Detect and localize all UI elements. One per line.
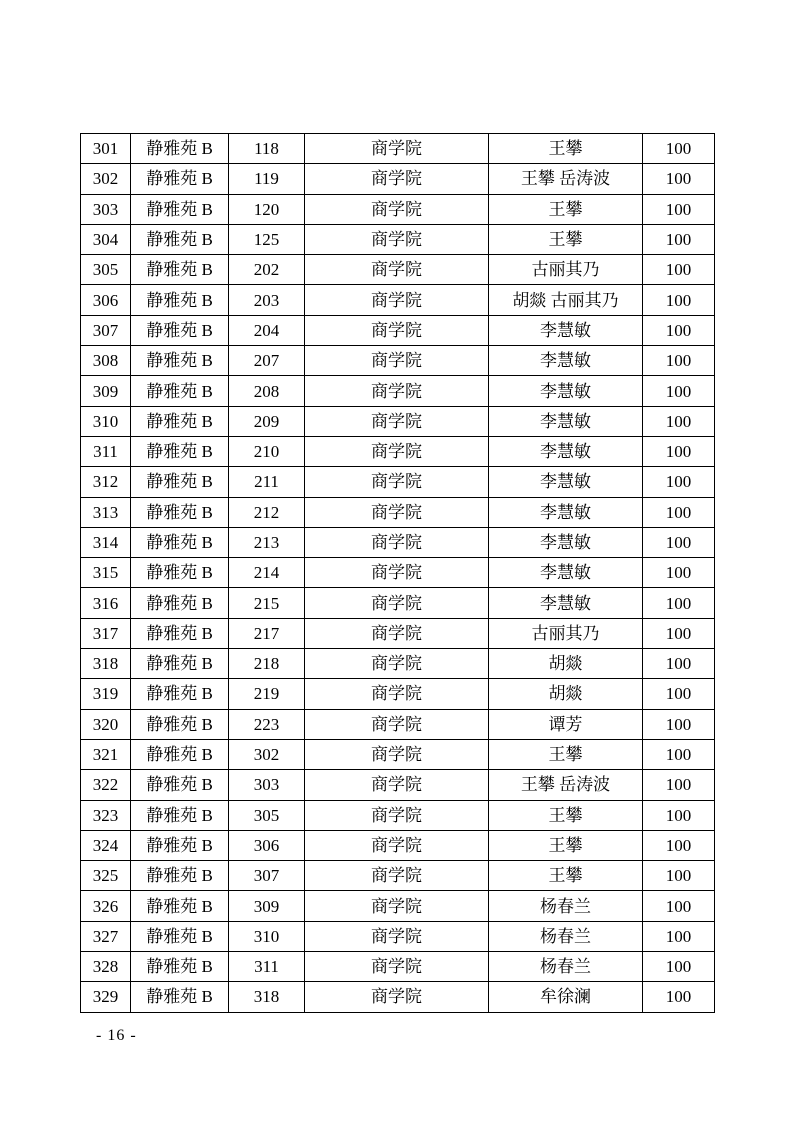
row-number-cell: 327 (81, 921, 131, 951)
college-cell: 商学院 (305, 800, 489, 830)
building-cell: 静雅苑 B (131, 164, 229, 194)
counselor-cell: 李慧敏 (489, 497, 643, 527)
score-cell: 100 (643, 709, 715, 739)
counselor-cell: 杨春兰 (489, 921, 643, 951)
room-cell: 203 (229, 285, 305, 315)
row-number-cell: 312 (81, 467, 131, 497)
room-cell: 303 (229, 770, 305, 800)
table-row (81, 921, 715, 951)
row-number-cell: 305 (81, 255, 131, 285)
college-cell: 商学院 (305, 134, 489, 164)
room-cell: 302 (229, 739, 305, 769)
college-cell: 商学院 (305, 497, 489, 527)
table-row (81, 558, 715, 588)
room-cell: 202 (229, 255, 305, 285)
counselor-cell: 王攀 (489, 800, 643, 830)
counselor-cell: 李慧敏 (489, 436, 643, 466)
counselor-cell: 杨春兰 (489, 952, 643, 982)
room-cell: 305 (229, 800, 305, 830)
college-cell: 商学院 (305, 315, 489, 345)
room-cell: 125 (229, 224, 305, 254)
college-cell: 商学院 (305, 649, 489, 679)
row-number-cell: 317 (81, 618, 131, 648)
room-cell: 307 (229, 861, 305, 891)
score-cell: 100 (643, 406, 715, 436)
room-cell: 311 (229, 952, 305, 982)
college-cell: 商学院 (305, 406, 489, 436)
counselor-cell: 王攀 (489, 830, 643, 860)
room-cell: 218 (229, 649, 305, 679)
counselor-cell: 胡燚 (489, 679, 643, 709)
row-number-cell: 320 (81, 709, 131, 739)
college-cell: 商学院 (305, 285, 489, 315)
room-cell: 318 (229, 982, 305, 1012)
college-cell: 商学院 (305, 224, 489, 254)
table-row (81, 649, 715, 679)
college-cell: 商学院 (305, 861, 489, 891)
score-cell: 100 (643, 134, 715, 164)
room-cell: 213 (229, 527, 305, 557)
score-cell: 100 (643, 739, 715, 769)
row-number-cell: 322 (81, 770, 131, 800)
score-cell: 100 (643, 952, 715, 982)
room-cell: 306 (229, 830, 305, 860)
score-cell: 100 (643, 618, 715, 648)
room-cell: 309 (229, 891, 305, 921)
table-row (81, 800, 715, 830)
college-cell: 商学院 (305, 436, 489, 466)
counselor-cell: 李慧敏 (489, 527, 643, 557)
row-number-cell: 324 (81, 830, 131, 860)
building-cell: 静雅苑 B (131, 770, 229, 800)
building-cell: 静雅苑 B (131, 709, 229, 739)
building-cell: 静雅苑 B (131, 830, 229, 860)
table-row (81, 406, 715, 436)
building-cell: 静雅苑 B (131, 436, 229, 466)
building-cell: 静雅苑 B (131, 346, 229, 376)
score-cell: 100 (643, 558, 715, 588)
college-cell: 商学院 (305, 921, 489, 951)
row-number-cell: 313 (81, 497, 131, 527)
building-cell: 静雅苑 B (131, 406, 229, 436)
room-cell: 214 (229, 558, 305, 588)
score-cell: 100 (643, 830, 715, 860)
counselor-cell: 李慧敏 (489, 376, 643, 406)
score-cell: 100 (643, 255, 715, 285)
score-cell: 100 (643, 891, 715, 921)
building-cell: 静雅苑 B (131, 194, 229, 224)
counselor-cell: 胡燚 古丽其乃 (489, 285, 643, 315)
table-row (81, 739, 715, 769)
college-cell: 商学院 (305, 891, 489, 921)
counselor-cell: 王攀 (489, 224, 643, 254)
building-cell: 静雅苑 B (131, 739, 229, 769)
counselor-cell: 胡燚 (489, 649, 643, 679)
table-row (81, 285, 715, 315)
table-row (81, 830, 715, 860)
counselor-cell: 王攀 岳涛波 (489, 164, 643, 194)
score-cell: 100 (643, 346, 715, 376)
score-cell: 100 (643, 164, 715, 194)
score-cell: 100 (643, 921, 715, 951)
table-row (81, 618, 715, 648)
building-cell: 静雅苑 B (131, 679, 229, 709)
score-cell: 100 (643, 376, 715, 406)
building-cell: 静雅苑 B (131, 134, 229, 164)
row-number-cell: 321 (81, 739, 131, 769)
row-number-cell: 318 (81, 649, 131, 679)
score-cell: 100 (643, 649, 715, 679)
row-number-cell: 315 (81, 558, 131, 588)
row-number-cell: 309 (81, 376, 131, 406)
college-cell: 商学院 (305, 194, 489, 224)
room-cell: 208 (229, 376, 305, 406)
room-cell: 219 (229, 679, 305, 709)
dormitory-score-table (80, 133, 715, 1013)
score-cell: 100 (643, 436, 715, 466)
college-cell: 商学院 (305, 558, 489, 588)
row-number-cell: 316 (81, 588, 131, 618)
table-row (81, 891, 715, 921)
table-row (81, 770, 715, 800)
building-cell: 静雅苑 B (131, 497, 229, 527)
college-cell: 商学院 (305, 739, 489, 769)
building-cell: 静雅苑 B (131, 982, 229, 1012)
score-cell: 100 (643, 770, 715, 800)
score-cell: 100 (643, 315, 715, 345)
table-row (81, 982, 715, 1012)
counselor-cell: 谭芳 (489, 709, 643, 739)
college-cell: 商学院 (305, 679, 489, 709)
room-cell: 209 (229, 406, 305, 436)
building-cell: 静雅苑 B (131, 861, 229, 891)
building-cell: 静雅苑 B (131, 800, 229, 830)
college-cell: 商学院 (305, 588, 489, 618)
college-cell: 商学院 (305, 982, 489, 1012)
counselor-cell: 王攀 (489, 134, 643, 164)
row-number-cell: 310 (81, 406, 131, 436)
building-cell: 静雅苑 B (131, 588, 229, 618)
score-cell: 100 (643, 982, 715, 1012)
room-cell: 118 (229, 134, 305, 164)
building-cell: 静雅苑 B (131, 891, 229, 921)
counselor-cell: 牟徐澜 (489, 982, 643, 1012)
building-cell: 静雅苑 B (131, 285, 229, 315)
college-cell: 商学院 (305, 467, 489, 497)
score-cell: 100 (643, 194, 715, 224)
college-cell: 商学院 (305, 164, 489, 194)
college-cell: 商学院 (305, 709, 489, 739)
table-row (81, 134, 715, 164)
table-row (81, 194, 715, 224)
counselor-cell: 杨春兰 (489, 891, 643, 921)
room-cell: 211 (229, 467, 305, 497)
college-cell: 商学院 (305, 618, 489, 648)
row-number-cell: 307 (81, 315, 131, 345)
counselor-cell: 李慧敏 (489, 558, 643, 588)
counselor-cell: 王攀 (489, 194, 643, 224)
room-cell: 217 (229, 618, 305, 648)
building-cell: 静雅苑 B (131, 921, 229, 951)
row-number-cell: 304 (81, 224, 131, 254)
college-cell: 商学院 (305, 346, 489, 376)
college-cell: 商学院 (305, 527, 489, 557)
building-cell: 静雅苑 B (131, 527, 229, 557)
room-cell: 215 (229, 588, 305, 618)
building-cell: 静雅苑 B (131, 558, 229, 588)
room-cell: 119 (229, 164, 305, 194)
building-cell: 静雅苑 B (131, 649, 229, 679)
room-cell: 204 (229, 315, 305, 345)
row-number-cell: 323 (81, 800, 131, 830)
row-number-cell: 326 (81, 891, 131, 921)
college-cell: 商学院 (305, 952, 489, 982)
counselor-cell: 古丽其乃 (489, 618, 643, 648)
table-row (81, 679, 715, 709)
score-cell: 100 (643, 679, 715, 709)
building-cell: 静雅苑 B (131, 376, 229, 406)
counselor-cell: 王攀 (489, 861, 643, 891)
room-cell: 212 (229, 497, 305, 527)
page-number: - 16 - (96, 1027, 137, 1044)
college-cell: 商学院 (305, 830, 489, 860)
table-row (81, 255, 715, 285)
building-cell: 静雅苑 B (131, 467, 229, 497)
row-number-cell: 328 (81, 952, 131, 982)
row-number-cell: 314 (81, 527, 131, 557)
room-cell: 223 (229, 709, 305, 739)
counselor-cell: 李慧敏 (489, 588, 643, 618)
table-row (81, 467, 715, 497)
college-cell: 商学院 (305, 376, 489, 406)
row-number-cell: 325 (81, 861, 131, 891)
row-number-cell: 306 (81, 285, 131, 315)
table-body (81, 134, 715, 1013)
row-number-cell: 302 (81, 164, 131, 194)
counselor-cell: 李慧敏 (489, 406, 643, 436)
table-row (81, 436, 715, 466)
building-cell: 静雅苑 B (131, 224, 229, 254)
building-cell: 静雅苑 B (131, 255, 229, 285)
row-number-cell: 308 (81, 346, 131, 376)
table-row (81, 861, 715, 891)
table-row (81, 224, 715, 254)
college-cell: 商学院 (305, 770, 489, 800)
row-number-cell: 329 (81, 982, 131, 1012)
score-cell: 100 (643, 588, 715, 618)
score-cell: 100 (643, 861, 715, 891)
room-cell: 310 (229, 921, 305, 951)
room-cell: 120 (229, 194, 305, 224)
row-number-cell: 303 (81, 194, 131, 224)
score-cell: 100 (643, 527, 715, 557)
row-number-cell: 301 (81, 134, 131, 164)
counselor-cell: 李慧敏 (489, 467, 643, 497)
table-row (81, 952, 715, 982)
counselor-cell: 古丽其乃 (489, 255, 643, 285)
table-row (81, 527, 715, 557)
building-cell: 静雅苑 B (131, 952, 229, 982)
table-row (81, 709, 715, 739)
counselor-cell: 王攀 (489, 739, 643, 769)
counselor-cell: 李慧敏 (489, 315, 643, 345)
counselor-cell: 李慧敏 (489, 346, 643, 376)
building-cell: 静雅苑 B (131, 618, 229, 648)
building-cell: 静雅苑 B (131, 315, 229, 345)
score-cell: 100 (643, 224, 715, 254)
table-row (81, 376, 715, 406)
row-number-cell: 319 (81, 679, 131, 709)
table-row (81, 346, 715, 376)
room-cell: 210 (229, 436, 305, 466)
counselor-cell: 王攀 岳涛波 (489, 770, 643, 800)
row-number-cell: 311 (81, 436, 131, 466)
table-row (81, 315, 715, 345)
score-cell: 100 (643, 285, 715, 315)
table-row (81, 588, 715, 618)
score-cell: 100 (643, 467, 715, 497)
table-row (81, 497, 715, 527)
score-cell: 100 (643, 800, 715, 830)
table-row (81, 164, 715, 194)
college-cell: 商学院 (305, 255, 489, 285)
score-cell: 100 (643, 497, 715, 527)
room-cell: 207 (229, 346, 305, 376)
